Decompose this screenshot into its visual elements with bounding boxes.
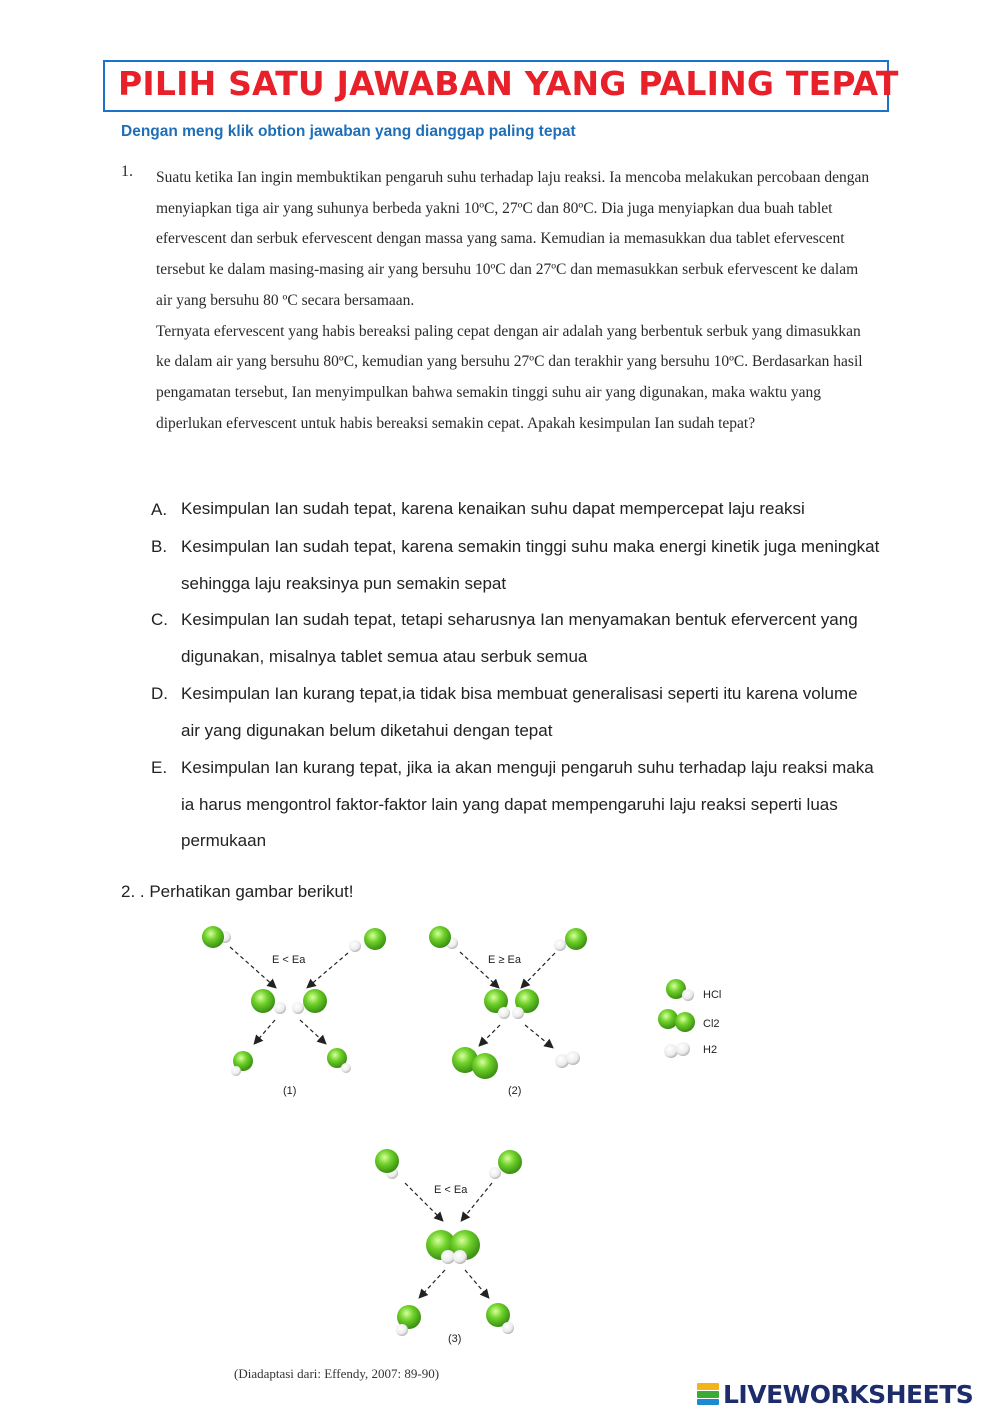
- option-c-text[interactable]: Kesimpulan Ian sudah tepat, tetapi seharusnya Ian menyamakan bentuk efervercent yang digunakan, misalnya tablet semua atau serbuk semua: [181, 610, 858, 666]
- panel-2-energy-label: E ≥ Ea: [488, 954, 521, 966]
- legend: [658, 979, 721, 1058]
- legend-hcl: HCl: [703, 989, 722, 1001]
- question-1-paragraph-2: Ternyata efervescent yang habis bereaksi paling cepat dengan air adalah yang berbentuk serbuk yang dimasukkan ke dalam air yang bersuhu 80ºC, kemudian yang bersuhu 27ºC dan terakhir yang bersuhu 10ºC. Berdasarkan hasil pengamatan tersebut, Ian menyimpulkan bahwa semakin tinggi suhu air yang digunakan, maka waktu yang diperlukan efervescent untuk habis bereaksi semakin cepat. Apakah kesimpulan Ian sudah tepat?: [156, 322, 863, 432]
- logo-brand: LIVEWORKSHEETS: [723, 1379, 974, 1409]
- collision-diagram: [180, 915, 760, 1365]
- question-1-number: 1.: [121, 163, 133, 180]
- panel-3-energy-label: E < Ea: [434, 1184, 468, 1196]
- option-b-letter[interactable]: B.: [151, 537, 168, 556]
- liveworksheets-logo: [697, 1376, 973, 1412]
- panel-1: [202, 926, 386, 1097]
- panel-2-label: (2): [508, 1085, 522, 1097]
- question-1-paragraph-1: Suatu ketika Ian ingin membuktikan pengaruh suhu terhadap laju reaksi. Ia mencoba melakukan percobaan dengan menyiapkan tiga air yang suhunya berbeda yakni 10ºC, 27ºC dan 80ºC. Dia juga menyiapkan dua buah tablet efervescent dan serbuk efervescent dengan massa yang sama. Kemudian ia memasukkan dua tablet efervescent tersebut ke dalam masing-masing air yang bersuhu 10ºC dan 27ºC dan memasukkan serbuk efervescent ke dalam air yang bersuhu 80 ºC secara bersamaan.: [156, 169, 870, 309]
- diagram-source: (Diadaptasi dari: Effendy, 2007: 89-90): [234, 1366, 440, 1381]
- option-b-text[interactable]: Kesimpulan Ian sudah tepat, karena semakin tinggi suhu maka energi kinetik juga meningkat sehingga laju reaksinya pun semakin sepat: [181, 537, 880, 593]
- panel-1-label: (1): [283, 1085, 297, 1097]
- legend-h2: H2: [703, 1044, 718, 1056]
- option-d-letter[interactable]: D.: [151, 684, 168, 703]
- panel-1-energy-label: E < Ea: [272, 954, 306, 966]
- instruction-text: Dengan meng klik obtion jawaban yang dianggap paling tepat: [121, 123, 576, 140]
- legend-cl2: Cl2: [703, 1018, 720, 1030]
- question-2-text: 2. . Perhatikan gambar berikut!: [121, 882, 354, 901]
- option-c-letter[interactable]: C.: [151, 610, 168, 629]
- panel-2: [429, 926, 587, 1097]
- panel-3: [375, 1149, 522, 1345]
- option-e-text[interactable]: Kesimpulan Ian kurang tepat, jika ia akan menguji pengaruh suhu terhadap laju reaksi maka ia harus mengontrol faktor-faktor lain yang dapat mempengaruhi laju reaksi seperti luas permukaan: [181, 758, 874, 850]
- panel-3-label: (3): [448, 1333, 462, 1345]
- option-d-text[interactable]: Kesimpulan Ian kurang tepat,ia tidak bisa membuat generalisasi seperti itu karena volume air yang digunakan belum diketahui dengan tepat: [181, 684, 858, 740]
- question-1-text: [156, 163, 871, 439]
- option-a-letter[interactable]: A.: [151, 500, 168, 519]
- option-e-letter[interactable]: E.: [151, 758, 168, 777]
- logo-badge-icon: [697, 1383, 719, 1405]
- option-a-text[interactable]: Kesimpulan Ian sudah tepat, karena kenaikan suhu dapat mempercepat laju reaksi: [181, 499, 805, 518]
- page-title: PILIH SATU JAWABAN YANG PALING TEPAT: [118, 64, 899, 103]
